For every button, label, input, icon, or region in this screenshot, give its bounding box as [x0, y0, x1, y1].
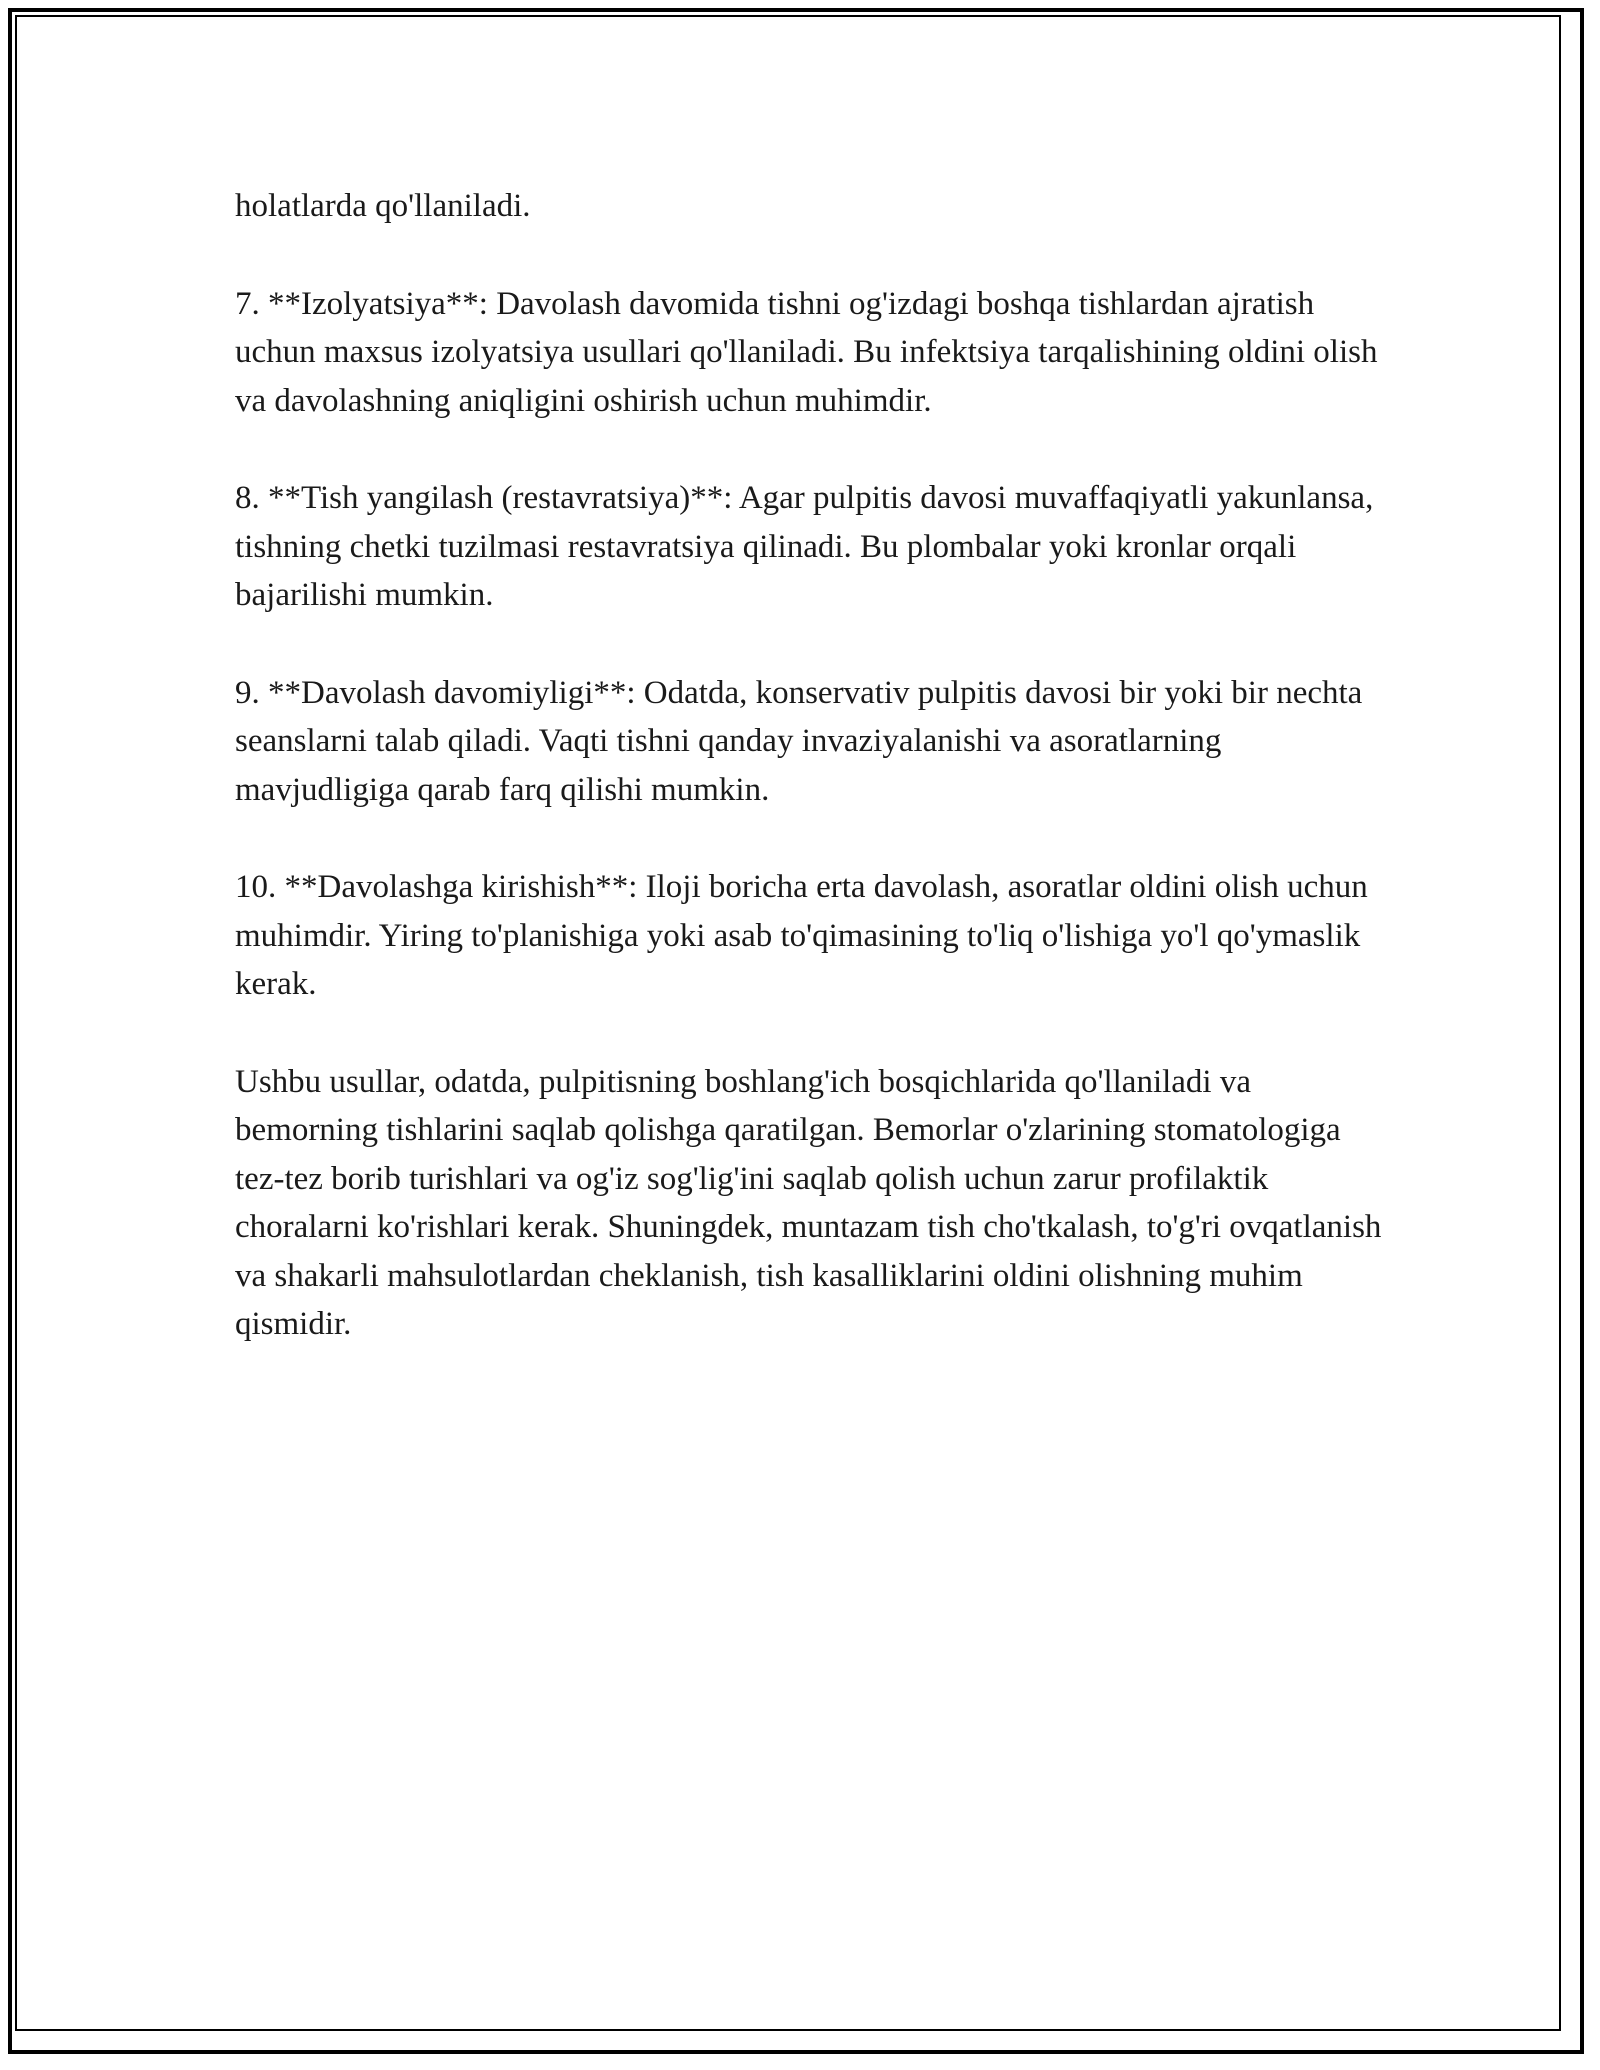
paragraph-conclusion: Ushbu usullar, odatda, pulpitisning boshlang'ich bosqichlarida qo'llaniladi va bemorning tishlarini saqlab qolishga qaratilgan. Bemorlar o'zlarining stomatologiga tez-tez borib turishlari va og'iz sog'lig'ini saqlab qolish uchun zarur profilaktik choralarni ko'rishlari kerak. Shuningdek, muntazam tish cho'tkalash, to'g'ri ovqatlanish va shakarli mahsulotlardan cheklanish, tish kasalliklarini oldini olishning muhim qismidir.: [235, 1063, 1382, 1342]
paragraph-item-8: 8. **Tish yangilash (restavratsiya)**: Agar pulpitis davosi muvaffaqiyatli yakunlansa, tishning chetki tuzilmasi restavratsiya qilinadi. Bu plombalar yoki kronlar orqali bajarilishi mumkin.: [235, 480, 1374, 613]
paragraph-item-7: 7. **Izolyatsiya**: Davolash davomida tishni og'izdagi boshqa tishlardan ajratish uchun maxsus izolyatsiya usullari qo'llaniladi. Bu infektsiya tarqalishining oldini olish va davolashning aniqligini oshirish uchun muhimdir.: [235, 285, 1378, 419]
paragraph-item-9: 9. **Davolash davomiyligi**: Odatda, konservativ pulpitis davosi bir yoki bir nechta seanslarni talab qiladi. Vaqti tishni qanday invaziyalanishi va asoratlarning mavjudligiga qarab farq qilishi mumkin.: [235, 674, 1363, 808]
document-body: [235, 182, 1395, 1398]
paragraph-continuation: holatlarda qo'llaniladi.: [235, 188, 531, 224]
paragraph-item-10: 10. **Davolashga kirishish**: Iloji boricha erta davolash, asoratlar oldini olish uchun muhimdir. Yiring to'planishiga yoki asab to'qimasining to'liq o'lishiga yo'l qo'ymaslik kerak.: [235, 869, 1368, 1002]
